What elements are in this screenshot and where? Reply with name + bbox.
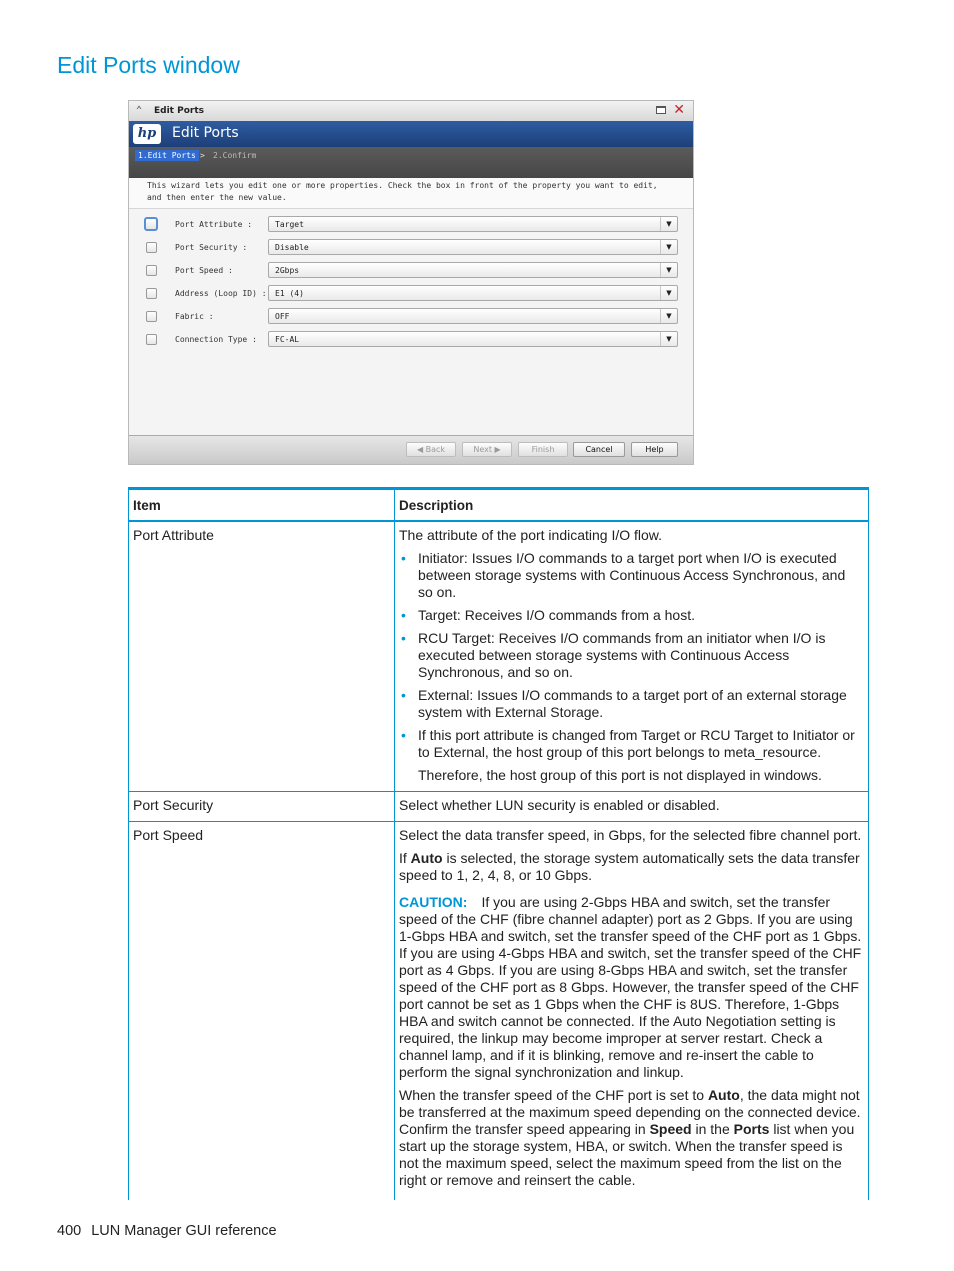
text-run: When the transfer speed of the CHF port is set to xyxy=(399,1087,708,1103)
maximize-icon[interactable] xyxy=(656,106,666,114)
address-label: Address (Loop ID) : xyxy=(175,289,267,298)
step-confirm: 2.Confirm xyxy=(213,151,257,160)
text-run-bold: Auto xyxy=(410,850,443,866)
text-run-bold: Speed xyxy=(649,1121,692,1137)
window-title: Edit Ports xyxy=(154,106,204,116)
chevron-down-icon: ▼ xyxy=(660,309,677,323)
connection-type-select[interactable] xyxy=(268,331,678,347)
description-cell: Select whether LUN security is enabled or disabled. xyxy=(395,792,869,822)
port-security-label: Port Security : xyxy=(175,243,248,252)
connection-type-checkbox[interactable] xyxy=(146,334,157,345)
caution-text: If you are using 2-Gbps HBA and switch, set the transfer speed of the CHF (fibre channel adapter) port as 2 Gbps. If you are using 1-Gbps HBA and switch, set the transfer speed of the CHF port as 1 Gbps. If you are using 4-Gbps HBA and switch, set the transfer speed of the CHF port as 4 Gbps. If you are using 8-Gbps HBA and switch, set the transfer speed of the CHF port as 8 Gbps. However, the transfer speed of the CHF port cannot be set as 1 Gbps when the CHF is 8US. Therefore, 1-Gbps HBA and switch cannot be connected. If the Auto Negotiation setting is required, the linkup may become improper at server restart. Check a channel lamp, and if it is blinking, remove and re-insert the cable to perform the signal synchronization and linkup. xyxy=(399,894,862,1080)
page-footer xyxy=(57,1223,277,1239)
description-text xyxy=(399,1087,862,1189)
chevron-down-icon: ▼ xyxy=(660,332,677,346)
chevron-down-icon: ▼ xyxy=(660,240,677,254)
field-row-connection-type xyxy=(129,331,693,351)
field-row-port-speed xyxy=(129,262,693,282)
item-cell: Port Attribute xyxy=(129,521,395,792)
description-cell xyxy=(395,822,869,1201)
finish-button[interactable]: Finish xyxy=(518,442,568,457)
page-number: 400 xyxy=(57,1223,82,1239)
text-run-bold: Auto xyxy=(707,1087,740,1103)
chevron-down-icon: ▼ xyxy=(660,263,677,277)
help-button[interactable]: Help xyxy=(631,442,678,457)
wizard-title: Edit Ports xyxy=(172,125,239,141)
close-icon[interactable]: ✕ xyxy=(673,102,685,118)
select-value: Disable xyxy=(275,243,309,252)
list-item: • If this port attribute is changed from Target or RCU Target to Initiator or to External, the host group of this port belongs to meta_resource. xyxy=(399,727,862,761)
description-cell xyxy=(395,521,869,792)
next-button[interactable]: Next ▶ xyxy=(462,442,512,457)
table-row xyxy=(129,521,869,792)
page-title: Edit Ports window xyxy=(57,52,240,78)
text-run: in the xyxy=(691,1121,734,1137)
port-security-select[interactable] xyxy=(268,239,678,255)
address-select[interactable] xyxy=(268,285,678,301)
item-column-header: Item xyxy=(129,489,395,522)
fabric-select[interactable] xyxy=(268,308,678,324)
select-value: E1 (4) xyxy=(275,289,304,298)
collapse-icon[interactable]: ⌃ xyxy=(136,105,143,116)
port-speed-checkbox[interactable] xyxy=(146,265,157,276)
item-cell: Port Security xyxy=(129,792,395,822)
intro-line: and then enter the new value. xyxy=(147,193,287,202)
table-row xyxy=(129,792,869,822)
table-header-row xyxy=(129,489,869,522)
select-value: OFF xyxy=(275,312,290,321)
list-item: • Initiator: Issues I/O commands to a target port when I/O is executed between storage systems with Continuous Access Synchronous, and so on. xyxy=(399,550,862,601)
chevron-down-icon: ▼ xyxy=(660,217,677,231)
list-item: • External: Issues I/O commands to a target port of an external storage system with External Storage. xyxy=(399,687,862,721)
back-button[interactable]: ◀ Back xyxy=(406,442,456,457)
description-note: Therefore, the host group of this port is not displayed in windows. xyxy=(418,767,822,783)
section-title: LUN Manager GUI reference xyxy=(91,1223,277,1239)
wizard-footer xyxy=(129,435,693,464)
fabric-checkbox[interactable] xyxy=(146,311,157,322)
port-security-checkbox[interactable] xyxy=(146,242,157,253)
description-text: Select the data transfer speed, in Gbps, for the selected fibre channel port. xyxy=(399,827,862,843)
connection-type-label: Connection Type : xyxy=(175,335,257,344)
edit-ports-window xyxy=(128,100,694,465)
item-cell: Port Speed xyxy=(129,822,395,1201)
select-value: Target xyxy=(275,220,304,229)
text-run: If xyxy=(399,850,411,866)
caution-label: CAUTION: xyxy=(399,894,468,910)
chevron-down-icon: ▼ xyxy=(660,286,677,300)
text-run-bold: Ports xyxy=(733,1121,770,1137)
address-checkbox[interactable] xyxy=(146,288,157,299)
cancel-button[interactable]: Cancel xyxy=(573,442,625,457)
field-row-port-security xyxy=(129,239,693,259)
description-text: The attribute of the port indicating I/O flow. xyxy=(399,527,663,543)
text-run: list when you start up the storage system, HBA, or switch. When the transfer speed is not the maximum speed, select the maximum speed from the list on the right or remove and reinsert the cable. xyxy=(399,1121,855,1188)
fabric-label: Fabric : xyxy=(175,312,214,321)
description-column-header: Description xyxy=(395,489,869,522)
field-row-fabric xyxy=(129,308,693,328)
window-titlebar xyxy=(129,101,693,122)
port-speed-label: Port Speed : xyxy=(175,266,233,275)
intro-line: This wizard lets you edit one or more properties. Check the box in front of the property you want to edit, xyxy=(147,181,658,190)
port-speed-select[interactable] xyxy=(268,262,678,278)
table-row xyxy=(129,822,869,1201)
port-attribute-label: Port Attribute : xyxy=(175,220,253,229)
port-attribute-checkbox[interactable] xyxy=(144,217,158,231)
select-value: 2Gbps xyxy=(275,266,300,275)
attribute-list xyxy=(399,550,862,761)
wizard-steps xyxy=(129,147,693,178)
text-run: is selected, the storage system automatically sets the data transfer speed to 1, 2, 4, 8, or 10 Gbps. xyxy=(399,850,860,883)
field-row-port-attribute xyxy=(129,216,693,236)
caution-note xyxy=(399,894,862,1081)
wizard-banner xyxy=(129,121,693,147)
description-text xyxy=(399,850,862,884)
field-reference-table xyxy=(128,487,869,1200)
wizard-intro xyxy=(129,178,693,209)
step-edit-ports: 1.Edit Ports xyxy=(135,150,199,161)
port-attribute-select[interactable] xyxy=(268,216,678,232)
field-row-address xyxy=(129,285,693,305)
list-item: • RCU Target: Receives I/O commands from an initiator when I/O is executed between storage systems with Continuous Access Synchronous, and so on. xyxy=(399,630,862,681)
text-run: , the data might not be transferred at the maximum speed depending on the connected device. Confirm the transfer speed appearing in xyxy=(399,1087,861,1137)
step-separator: > xyxy=(200,151,205,160)
list-item: • Target: Receives I/O commands from a host. xyxy=(399,607,862,624)
hp-logo: hp xyxy=(133,124,161,144)
select-value: FC-AL xyxy=(275,335,300,344)
